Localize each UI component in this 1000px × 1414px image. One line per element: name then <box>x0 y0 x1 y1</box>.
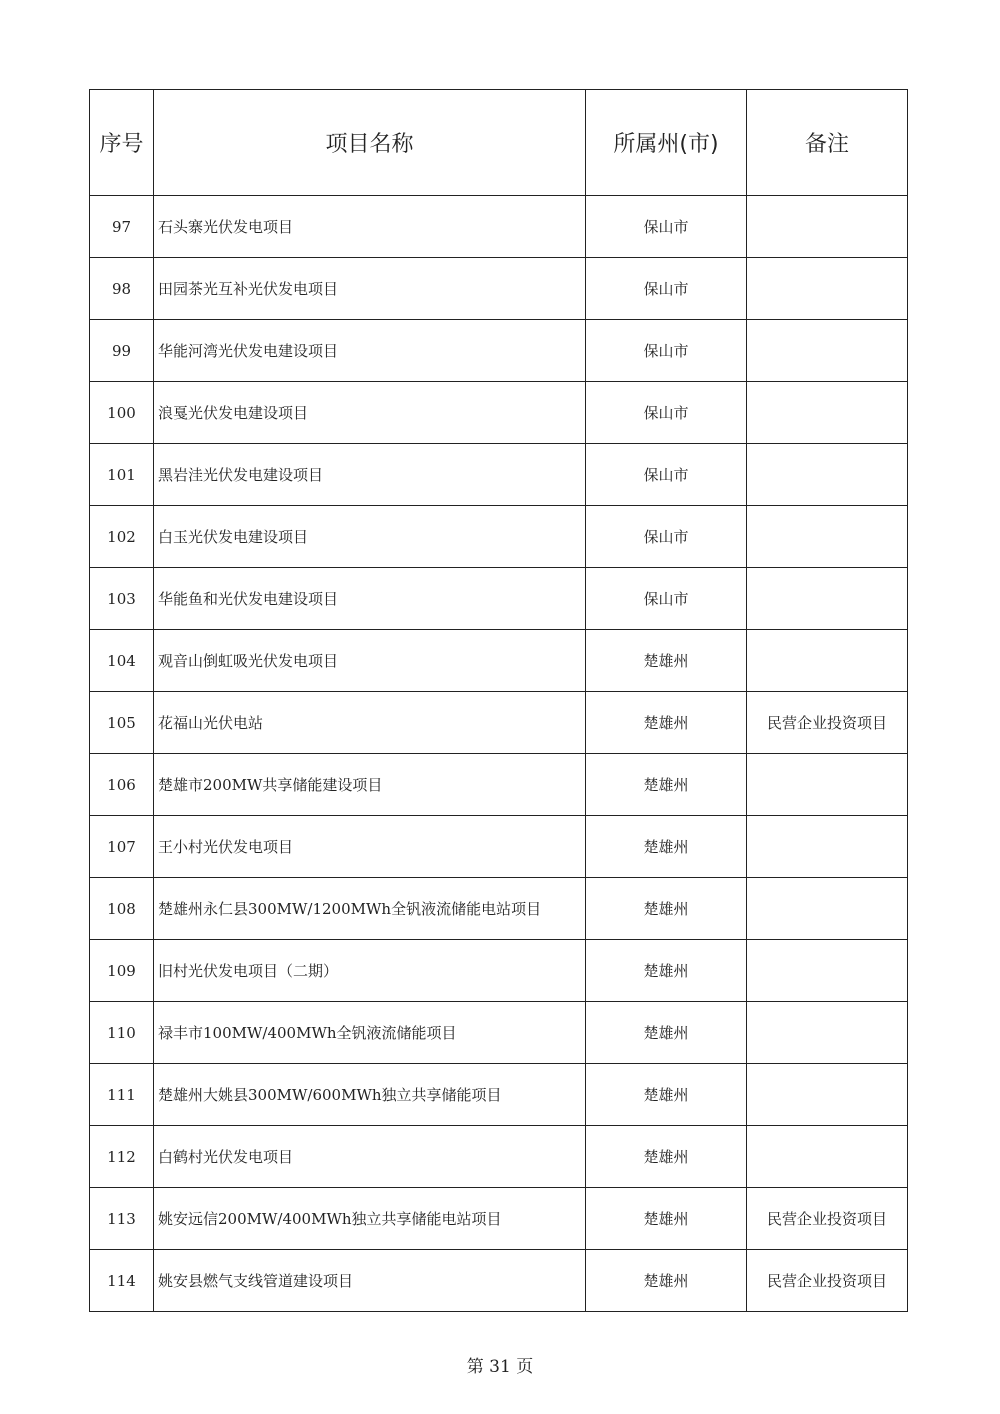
city-name: 楚雄州 <box>586 1250 747 1312</box>
row-note <box>747 196 908 258</box>
table-row <box>90 196 908 258</box>
row-number: 100 <box>90 382 154 444</box>
table-row <box>90 816 908 878</box>
header-num: 序号 <box>90 90 154 196</box>
city-name: 楚雄州 <box>586 878 747 940</box>
table-row <box>90 568 908 630</box>
row-note <box>747 568 908 630</box>
row-number: 103 <box>90 568 154 630</box>
row-number: 111 <box>90 1064 154 1126</box>
project-name: 石头寨光伏发电项目 <box>154 196 586 258</box>
row-note <box>747 754 908 816</box>
row-note <box>747 878 908 940</box>
row-note <box>747 444 908 506</box>
row-number: 109 <box>90 940 154 1002</box>
table-row <box>90 940 908 1002</box>
table-row <box>90 1002 908 1064</box>
project-table <box>89 89 908 1312</box>
city-name: 楚雄州 <box>586 754 747 816</box>
table-header-row <box>90 90 908 196</box>
city-name: 楚雄州 <box>586 816 747 878</box>
row-number: 97 <box>90 196 154 258</box>
table-row <box>90 320 908 382</box>
row-number: 99 <box>90 320 154 382</box>
row-note <box>747 320 908 382</box>
project-name: 华能鱼和光伏发电建设项目 <box>154 568 586 630</box>
row-number: 106 <box>90 754 154 816</box>
city-name: 保山市 <box>586 320 747 382</box>
city-name: 保山市 <box>586 196 747 258</box>
project-name: 楚雄州大姚县300MW/600MWh独立共享储能项目 <box>154 1064 586 1126</box>
city-name: 保山市 <box>586 444 747 506</box>
header-note: 备注 <box>747 90 908 196</box>
table-row <box>90 1126 908 1188</box>
project-name: 姚安远信200MW/400MWh独立共享储能电站项目 <box>154 1188 586 1250</box>
project-name: 白鹤村光伏发电项目 <box>154 1126 586 1188</box>
row-number: 101 <box>90 444 154 506</box>
row-note <box>747 1126 908 1188</box>
header-city: 所属州(市) <box>586 90 747 196</box>
row-note <box>747 1002 908 1064</box>
row-number: 98 <box>90 258 154 320</box>
row-note: 民营企业投资项目 <box>747 1188 908 1250</box>
row-number: 104 <box>90 630 154 692</box>
row-note <box>747 630 908 692</box>
city-name: 保山市 <box>586 506 747 568</box>
city-name: 楚雄州 <box>586 940 747 1002</box>
row-note <box>747 816 908 878</box>
project-name: 华能河湾光伏发电建设项目 <box>154 320 586 382</box>
page-number: 第 31 页 <box>466 1357 534 1377</box>
project-name: 禄丰市100MW/400MWh全钒液流储能项目 <box>154 1002 586 1064</box>
project-name: 旧村光伏发电项目（二期） <box>154 940 586 1002</box>
table-row <box>90 692 908 754</box>
table-row <box>90 444 908 506</box>
row-note <box>747 940 908 1002</box>
table-row <box>90 506 908 568</box>
row-number: 113 <box>90 1188 154 1250</box>
city-name: 楚雄州 <box>586 1002 747 1064</box>
city-name: 楚雄州 <box>586 1064 747 1126</box>
table-row <box>90 382 908 444</box>
project-name: 田园茶光互补光伏发电项目 <box>154 258 586 320</box>
row-note: 民营企业投资项目 <box>747 1250 908 1312</box>
table-row <box>90 630 908 692</box>
row-note <box>747 382 908 444</box>
city-name: 楚雄州 <box>586 630 747 692</box>
project-name: 黑岩洼光伏发电建设项目 <box>154 444 586 506</box>
table-row <box>90 878 908 940</box>
table-row <box>90 1064 908 1126</box>
row-number: 102 <box>90 506 154 568</box>
city-name: 楚雄州 <box>586 1126 747 1188</box>
city-name: 保山市 <box>586 258 747 320</box>
project-name: 花福山光伏电站 <box>154 692 586 754</box>
header-name: 项目名称 <box>154 90 586 196</box>
table-row <box>90 1188 908 1250</box>
row-note <box>747 258 908 320</box>
project-name: 观音山倒虹吸光伏发电项目 <box>154 630 586 692</box>
row-number: 114 <box>90 1250 154 1312</box>
project-name: 浪戛光伏发电建设项目 <box>154 382 586 444</box>
city-name: 保山市 <box>586 382 747 444</box>
row-number: 105 <box>90 692 154 754</box>
project-name: 姚安县燃气支线管道建设项目 <box>154 1250 586 1312</box>
row-note: 民营企业投资项目 <box>747 692 908 754</box>
city-name: 保山市 <box>586 568 747 630</box>
project-name: 楚雄市200MW共享储能建设项目 <box>154 754 586 816</box>
row-note <box>747 1064 908 1126</box>
row-number: 112 <box>90 1126 154 1188</box>
table-row <box>90 1250 908 1312</box>
row-note <box>747 506 908 568</box>
row-number: 107 <box>90 816 154 878</box>
row-number: 108 <box>90 878 154 940</box>
table-row <box>90 258 908 320</box>
project-name: 白玉光伏发电建设项目 <box>154 506 586 568</box>
project-name: 楚雄州永仁县300MW/1200MWh全钒液流储能电站项目 <box>154 878 586 940</box>
city-name: 楚雄州 <box>586 692 747 754</box>
city-name: 楚雄州 <box>586 1188 747 1250</box>
project-name: 王小村光伏发电项目 <box>154 816 586 878</box>
table-body <box>90 196 908 1312</box>
row-number: 110 <box>90 1002 154 1064</box>
table-row <box>90 754 908 816</box>
